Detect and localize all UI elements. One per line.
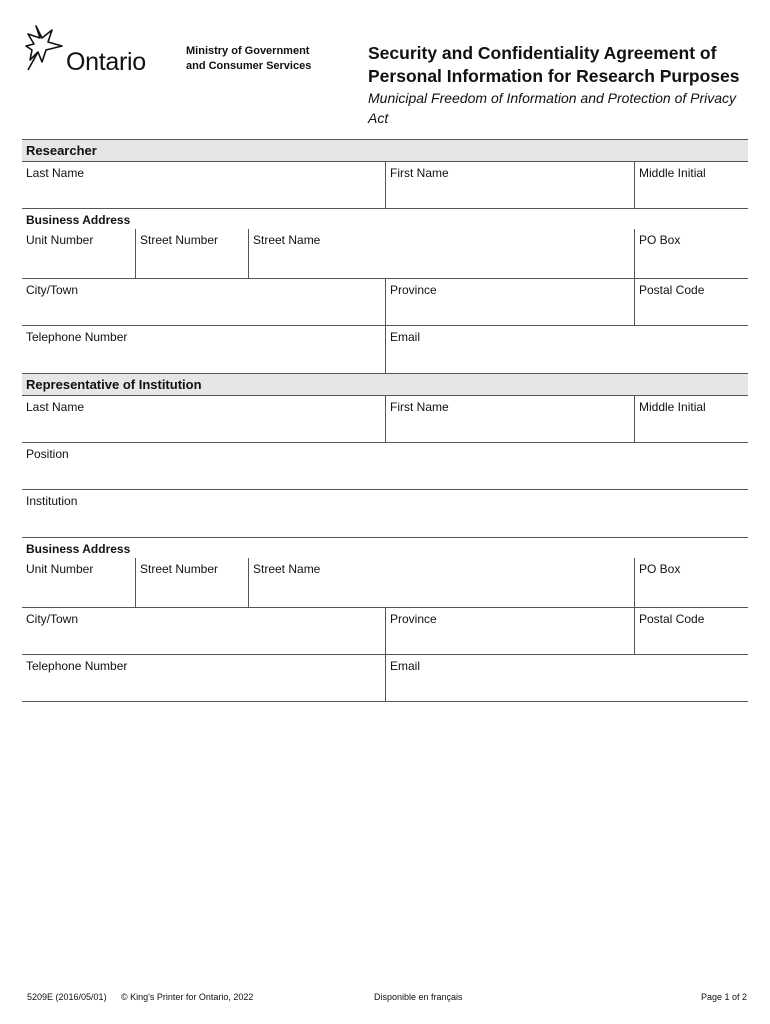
representative-business-address-heading: Business Address [26,542,131,556]
field-label: Telephone Number [26,659,128,673]
researcher-last-name-field[interactable] [22,162,385,209]
field-label: PO Box [639,562,681,576]
researcher-business-address-heading: Business Address [26,213,131,227]
representative-postal-code-field[interactable] [634,608,748,655]
representative-city-row [22,608,748,655]
representative-street-name-field[interactable] [248,558,634,608]
representative-city-field[interactable] [22,608,385,655]
representative-street-row [22,558,748,608]
field-label: City/Town [26,612,79,626]
representative-institution-row [22,490,748,537]
researcher-street-number-field[interactable] [135,229,248,279]
field-label: Email [390,659,421,673]
representative-telephone-field[interactable] [22,655,385,702]
field-label: Street Name [253,562,321,576]
representative-last-name-field[interactable] [22,396,385,443]
page-number: Page 1 of 2 [700,992,747,1002]
field-label: Street Number [140,233,219,247]
researcher-po-box-field[interactable] [634,229,748,279]
researcher-email-field[interactable] [385,326,748,373]
researcher-middle-initial-field[interactable] [634,162,748,209]
researcher-city-field[interactable] [22,279,385,326]
representative-po-box-field[interactable] [634,558,748,608]
representative-name-row [22,396,748,443]
field-label: Postal Code [639,283,705,297]
representative-first-name-field[interactable] [385,396,634,443]
representative-province-field[interactable] [385,608,634,655]
representative-street-number-field[interactable] [135,558,248,608]
ministry-line-1: Ministry of Government [186,45,310,57]
field-label: Middle Initial [639,400,706,414]
french-availability: Disponible en français [374,992,463,1002]
field-label: Street Name [253,233,321,247]
researcher-street-name-field[interactable] [248,229,634,279]
field-label: Unit Number [26,233,94,247]
form-number: 5209E (2016/05/01) [27,992,107,1002]
researcher-street-row [22,229,748,279]
researcher-name-row [22,162,748,209]
field-label: PO Box [639,233,681,247]
field-label: Telephone Number [26,330,128,344]
ontario-wordmark: Ontario [66,48,146,76]
field-label: Position [26,447,69,461]
field-label: Postal Code [639,612,705,626]
ministry-name [186,44,311,74]
form-header [22,20,748,130]
researcher-province-field[interactable] [385,279,634,326]
field-label: Street Number [140,562,219,576]
ministry-line-2: and Consumer Services [186,60,312,72]
researcher-postal-code-field[interactable] [634,279,748,326]
researcher-section-title: Researcher [22,139,748,162]
field-label: Institution [26,494,78,508]
representative-unit-number-field[interactable] [22,558,135,608]
field-label: Last Name [26,166,85,180]
field-label: First Name [390,166,449,180]
ontario-logo [22,22,172,78]
trillium-icon [22,22,70,74]
researcher-telephone-field[interactable] [22,326,385,373]
representative-section-title: Representative of Institution [22,373,748,396]
field-label: Last Name [26,400,85,414]
representative-email-field[interactable] [385,655,748,702]
researcher-contact-row [22,326,748,373]
field-label: Middle Initial [639,166,706,180]
field-label: First Name [390,400,449,414]
researcher-city-row [22,279,748,326]
researcher-unit-number-field[interactable] [22,229,135,279]
field-label: Province [390,283,437,297]
agreement-form [22,139,748,702]
representative-institution-field[interactable] [22,490,748,537]
representative-contact-row [22,655,748,702]
form-title: Security and Confidentiality Agreement of Personal Information for Research Purposes [368,43,740,86]
field-label: City/Town [26,283,79,297]
representative-middle-initial-field[interactable] [634,396,748,443]
field-label: Province [390,612,437,626]
representative-position-field[interactable] [22,443,748,490]
copyright-notice: © King's Printer for Ontario, 2022 [121,992,254,1002]
form-subtitle: Municipal Freedom of Information and Protection of Privacy Act [368,90,737,126]
representative-position-row [22,443,748,490]
field-label: Unit Number [26,562,94,576]
field-label: Email [390,330,421,344]
researcher-first-name-field[interactable] [385,162,634,209]
